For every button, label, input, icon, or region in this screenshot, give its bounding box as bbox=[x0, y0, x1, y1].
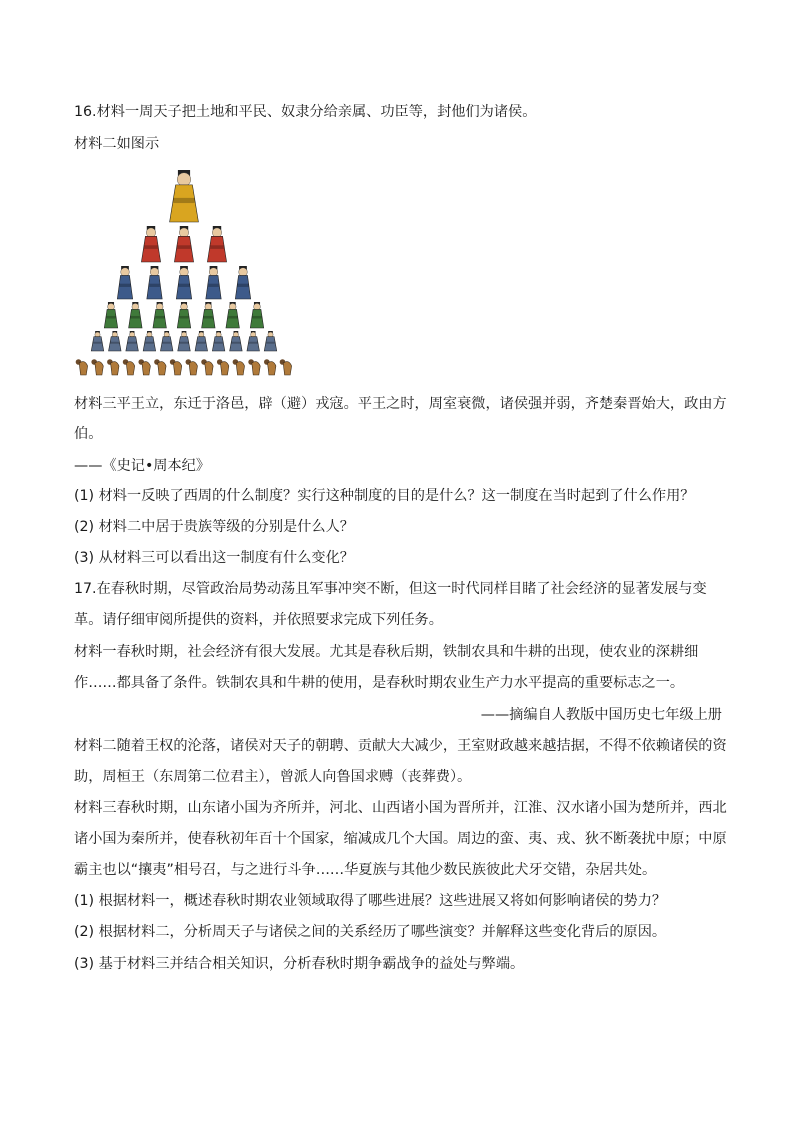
hierarchy-figure-row-5 bbox=[91, 331, 103, 351]
hierarchy-figure-row-6 bbox=[233, 359, 245, 375]
hierarchy-figure-row-3 bbox=[206, 266, 221, 299]
q17-material-1-line-1: 材料一春秋时期，社会经济有很大发展。尤其是春秋后期，铁制农具和牛耕的出现，使农业的深耕细 bbox=[74, 644, 699, 660]
hierarchy-figure-row-6 bbox=[138, 359, 150, 375]
q16-material-2-label: 材料二如图示 bbox=[74, 136, 160, 152]
hierarchy-figure-row-4 bbox=[153, 302, 166, 328]
hierarchy-figure-row-5 bbox=[264, 331, 276, 351]
hierarchy-figure-row-5 bbox=[195, 331, 207, 351]
hierarchy-figure-row-5 bbox=[178, 331, 190, 351]
q17-material-1-source: ——摘编自人教版中国历史七年级上册 bbox=[480, 707, 722, 723]
hierarchy-figure-row-4 bbox=[177, 302, 190, 328]
hierarchy-figure-row-2 bbox=[141, 226, 160, 262]
hierarchy-figure-row-6 bbox=[76, 359, 88, 375]
q16-subquestion-3: (3) 从材料三可以看出这一制度有什么变化？ bbox=[74, 550, 354, 566]
q17-subquestion-3: (3) 基于材料三并结合相关知识，分析春秋时期争霸战争的益处与弊端。 bbox=[74, 956, 525, 972]
hierarchy-figure-row-6 bbox=[280, 359, 292, 375]
q17-material-1-line-2: 作……都具备了条件。铁制农具和牛耕的使用，是春秋时期农业生产力水平提高的重要标志之一。 bbox=[74, 675, 685, 691]
hierarchy-figure-row-5 bbox=[126, 331, 138, 351]
hierarchy-figure-row-6 bbox=[170, 359, 182, 375]
q17-intro-line-1: 17.在春秋时期，尽管政治局势动荡且军事冲突不断，但这一时代同样目睹了社会经济的显著发展与变 bbox=[74, 581, 707, 597]
q16-material-3-line-2: 伯。 bbox=[74, 426, 103, 442]
hierarchy-figure-row-5 bbox=[109, 331, 121, 351]
hierarchy-figure-row-6 bbox=[107, 359, 119, 375]
hierarchy-figure-row-6 bbox=[123, 359, 135, 375]
q17-subquestion-2: (2) 根据材料二，分析周天子与诸侯之间的关系经历了哪些演变？并解释这些变化背后的原因。 bbox=[74, 924, 667, 940]
hierarchy-figure-row-6 bbox=[248, 359, 260, 375]
q17-subquestion-1: (1) 根据材料一，概述春秋时期农业领域取得了哪些进展？这些进展又将如何影响诸侯的势力？ bbox=[74, 893, 667, 909]
hierarchy-figure-row-3 bbox=[147, 266, 162, 299]
hierarchy-figure-row-4 bbox=[129, 302, 142, 328]
hierarchy-figure-row-2 bbox=[174, 226, 193, 262]
q17-material-3-line-3: 霸主也以“攘夷”相号召，与之进行斗争……华夏族与其他少数民族彼此犬牙交错，杂居共处。 bbox=[74, 862, 657, 878]
hierarchy-figure-row-6 bbox=[264, 359, 276, 375]
hierarchy-figure-row-3 bbox=[176, 266, 191, 299]
q16-material-3-source: ——《史记•周本纪》 bbox=[74, 458, 211, 474]
hierarchy-figure-row-2 bbox=[207, 226, 226, 262]
hierarchy-figure-row-4 bbox=[202, 302, 215, 328]
q16-subquestion-1: (1) 材料一反映了西周的什么制度？实行这种制度的目的是什么？这一制度在当时起到了什么作用？ bbox=[74, 488, 695, 504]
hierarchy-figure-row-6 bbox=[201, 359, 213, 375]
hierarchy-figure-row-5 bbox=[247, 331, 259, 351]
q17-intro-line-2: 革。请仔细审阅所提供的资料，并依照要求完成下列任务。 bbox=[74, 612, 443, 628]
hierarchy-figure-row-5 bbox=[212, 331, 224, 351]
hierarchy-figure-row-6 bbox=[186, 359, 198, 375]
hierarchy-figure-row-4 bbox=[104, 302, 117, 328]
hierarchy-figure-row-4 bbox=[250, 302, 263, 328]
q16-material-1: 16.材料一周天子把土地和平民、奴隶分给亲属、功臣等，封他们为诸侯。 bbox=[74, 104, 537, 120]
q16-subquestion-2: (2) 材料二中居于贵族等级的分别是什么人？ bbox=[74, 519, 354, 535]
hierarchy-figure-row-4 bbox=[226, 302, 239, 328]
hierarchy-figure-row-5 bbox=[230, 331, 242, 351]
q16-material-3-line-1: 材料三平王立，东迁于洛邑，辟（避）戎寇。平王之时，周室衰微，诸侯强并弱，齐楚秦晋始大，政由方 bbox=[74, 396, 727, 412]
hierarchy-figure-row-6 bbox=[91, 359, 103, 375]
hierarchy-figure-row-3 bbox=[117, 266, 132, 299]
q17-material-2-line-1: 材料二随着王权的沦落，诸侯对天子的朝聘、贡献大大减少，王室财政越来越拮据，不得不依赖诸侯的资 bbox=[74, 738, 727, 754]
q17-material-2-line-2: 助，周桓王（东周第二位君主），曾派人向鲁国求赙（丧葬费）。 bbox=[74, 769, 472, 785]
hierarchy-figure-row-6 bbox=[217, 359, 229, 375]
hierarchy-figure-row-5 bbox=[160, 331, 172, 351]
hierarchy-figure-row-3 bbox=[235, 266, 250, 299]
feudal-hierarchy-figure bbox=[72, 168, 296, 378]
q17-material-3-line-2: 诸小国为秦所并，使春秋初年百十个国家，缩减成几个大国。周边的蛮、夷、戎、狄不断袭扰中原；中原 bbox=[74, 831, 727, 847]
hierarchy-figure-row-1 bbox=[170, 170, 199, 222]
hierarchy-figure-row-5 bbox=[143, 331, 155, 351]
hierarchy-figure-row-6 bbox=[154, 359, 166, 375]
q17-material-3-line-1: 材料三春秋时期，山东诸小国为齐所并，河北、山西诸小国为晋所并，江淮、汉水诸小国为楚所并，西北 bbox=[74, 800, 727, 816]
